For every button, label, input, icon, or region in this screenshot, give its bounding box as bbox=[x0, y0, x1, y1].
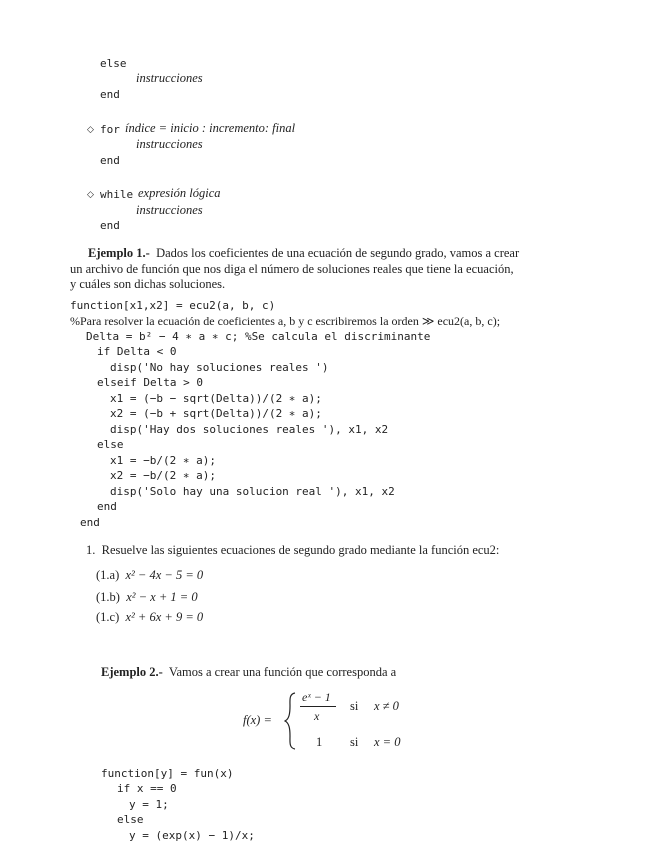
formula-si-2: si bbox=[350, 735, 359, 749]
code-line: disp('No hay soluciones reales ') bbox=[110, 361, 329, 374]
while-expression: expresión lógica bbox=[138, 186, 221, 200]
else-instructions: instrucciones bbox=[136, 71, 203, 85]
exercise1 bbox=[86, 543, 499, 558]
exercise-item-equation: x² + 6x + 9 = 0 bbox=[125, 610, 204, 624]
code-line: if Delta < 0 bbox=[97, 345, 177, 358]
while-instructions: instrucciones bbox=[136, 203, 203, 217]
exercise-item-equation: x² − 4x − 5 = 0 bbox=[125, 568, 204, 582]
code-line: function[x1,x2] = ecu2(a, b, c) bbox=[70, 299, 276, 312]
code-line: y = 1; bbox=[129, 798, 169, 811]
code-line: elseif Delta > 0 bbox=[97, 376, 203, 389]
example1-text-line1: Dados los coeficientes de una ecuación de segundo grado, vamos a crear bbox=[156, 246, 520, 260]
end-keyword-3: end bbox=[100, 219, 120, 232]
formula-case-2: 1 bbox=[316, 735, 323, 749]
example1-title: Ejemplo 1.- bbox=[88, 246, 150, 260]
exercise-item-equation: x² − x + 1 = 0 bbox=[126, 590, 198, 604]
exercise-item-label: (1.a) bbox=[96, 568, 120, 582]
for-instructions: instrucciones bbox=[136, 137, 203, 151]
exercise-item bbox=[96, 568, 203, 583]
code-line: if x == 0 bbox=[117, 782, 177, 795]
exercise-item-label: (1.b) bbox=[96, 590, 120, 604]
example2-text: Vamos a crear una función que corresponda a bbox=[168, 665, 397, 679]
code-line: function[y] = fun(x) bbox=[101, 767, 234, 780]
end-keyword-2: end bbox=[100, 154, 120, 167]
exercise-item bbox=[96, 610, 203, 625]
code-line: disp('Hay dos soluciones reales '), x1, x2 bbox=[110, 423, 389, 436]
exercise1-number: 1. bbox=[86, 543, 96, 557]
example1-text-line3: y cuáles son dichas soluciones. bbox=[70, 277, 226, 291]
formula-condition-2: x = 0 bbox=[374, 735, 401, 749]
formula-numerator: eˣ − 1 bbox=[302, 690, 331, 704]
formula-si-1: si bbox=[350, 699, 359, 713]
formula-lhs: f(x) = bbox=[243, 713, 272, 727]
code-line: else bbox=[117, 813, 144, 826]
bullet-diamond-icon: ◇ bbox=[87, 190, 94, 200]
code-line: y = (exp(x) − 1)/x; bbox=[129, 829, 255, 842]
code-line: x2 = (−b + sqrt(Delta))/(2 ∗ a); bbox=[110, 407, 322, 420]
exercise-item-label: (1.c) bbox=[96, 610, 120, 624]
example1-line1 bbox=[88, 246, 519, 261]
else-keyword: else bbox=[100, 57, 127, 70]
left-brace-icon bbox=[284, 692, 298, 750]
while-keyword: while bbox=[100, 188, 134, 201]
end-keyword-1: end bbox=[100, 88, 120, 101]
formula-condition-1: x ≠ 0 bbox=[374, 699, 399, 713]
exercise1-text: Resuelve las siguientes ecuaciones de segundo grado mediante la función ecu2: bbox=[101, 543, 500, 557]
code-line: x1 = (−b − sqrt(Delta))/(2 ∗ a); bbox=[110, 392, 322, 405]
code-line: disp('Solo hay una solucion real '), x1, x2 bbox=[110, 485, 395, 498]
code-line: x1 = −b/(2 ∗ a); bbox=[110, 454, 216, 467]
example2-title: Ejemplo 2.- bbox=[101, 665, 163, 679]
exercise-item bbox=[96, 590, 198, 605]
code-line: Delta = b² − 4 ∗ a ∗ c; %Se calcula el discriminante bbox=[86, 330, 431, 343]
bullet-diamond-icon: ◇ bbox=[87, 125, 94, 135]
example1-text-line2: un archivo de función que nos diga el número de soluciones reales que tiene la ecuación, bbox=[70, 262, 514, 276]
for-keyword: for bbox=[100, 123, 120, 136]
code-line: else bbox=[97, 438, 124, 451]
example2-intro bbox=[101, 665, 396, 680]
fraction-bar bbox=[300, 706, 336, 707]
formula-denominator: x bbox=[314, 709, 320, 723]
code-comment: %Para resolver la ecuación de coeficientes a, b y c escribiremos la orden ≫ ecu2(a, b, c); bbox=[70, 314, 501, 328]
for-expression: índice = inicio : incremento: final bbox=[125, 121, 296, 135]
code-line: end bbox=[80, 516, 100, 529]
code-line: x2 = −b/(2 ∗ a); bbox=[110, 469, 216, 482]
code-line: end bbox=[97, 500, 117, 513]
